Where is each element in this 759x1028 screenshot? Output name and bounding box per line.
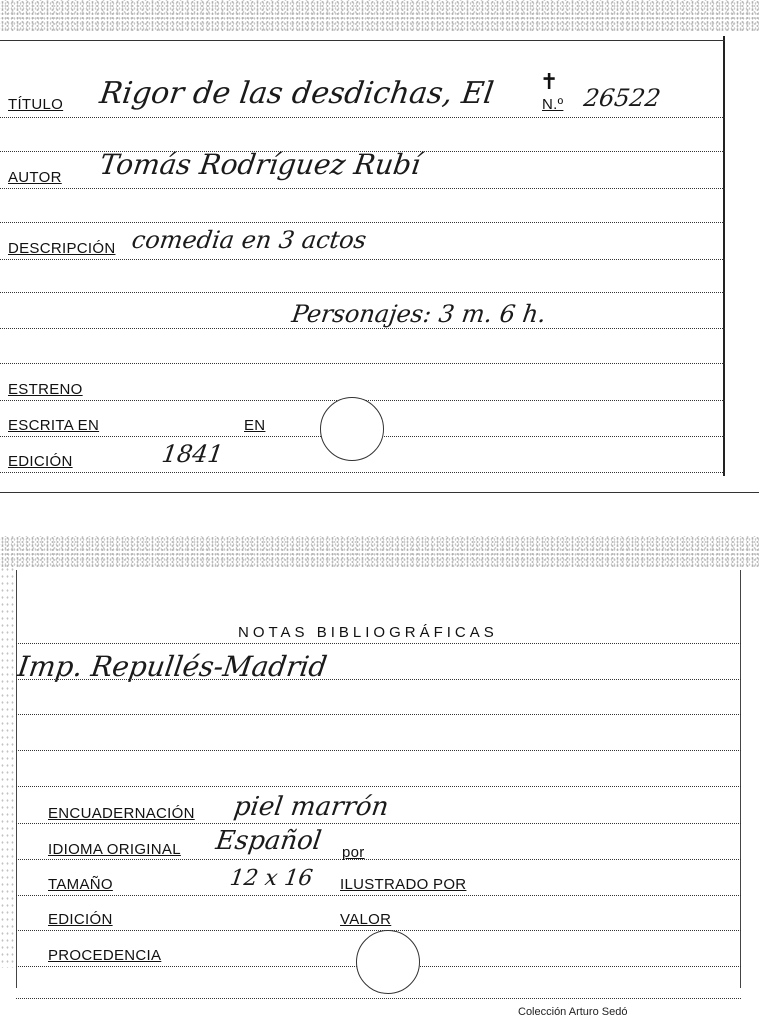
encuadernacion-value: piel marrón bbox=[231, 792, 391, 822]
tamano-value: 12 x 16 bbox=[228, 866, 315, 891]
autor-value: Tomás Rodríguez Rubí bbox=[97, 148, 423, 181]
card-bottom-right-edge bbox=[740, 570, 741, 988]
blank-rule-4 bbox=[0, 363, 725, 364]
tamano-rule bbox=[16, 895, 741, 896]
notas-bottom-rule bbox=[16, 998, 741, 999]
descripcion-rule bbox=[0, 259, 725, 260]
edicion-label: EDICIÓN bbox=[8, 453, 73, 470]
estreno-label: ESTRENO bbox=[8, 381, 83, 398]
procedencia-label: PROCEDENCIA bbox=[48, 947, 162, 964]
edicion-value: 1841 bbox=[160, 440, 226, 468]
titulo-label: TÍTULO bbox=[8, 96, 64, 113]
autor-label: AUTOR bbox=[8, 169, 62, 186]
card-top-speckled-edge bbox=[0, 0, 759, 32]
edicion-rule bbox=[0, 472, 725, 473]
encuadernacion-rule bbox=[16, 823, 741, 824]
numero-value: 26522 bbox=[582, 84, 663, 112]
edicion-bottom-label: EDICIÓN bbox=[48, 911, 113, 928]
notas-rule-4 bbox=[16, 750, 741, 751]
collection-footer: Colección Arturo Sedó bbox=[518, 1006, 628, 1018]
notas-rule-3 bbox=[16, 714, 741, 715]
tamano-label: TAMAÑO bbox=[48, 876, 113, 893]
notas-bibliograficas-heading: NOTAS BIBLIOGRÁFICAS bbox=[238, 624, 498, 641]
escrita-en-label: ESCRITA EN bbox=[8, 417, 100, 434]
valor-label: VALOR bbox=[340, 911, 392, 928]
ilustrado-por-label: ILUSTRADO POR bbox=[340, 876, 467, 893]
encuadernacion-label: ENCUADERNACIÓN bbox=[48, 805, 195, 822]
card-bottom-left-speckle bbox=[0, 566, 16, 968]
card-bottom-left-edge bbox=[16, 570, 17, 988]
stamp-circle bbox=[320, 397, 384, 461]
notas-rule-5 bbox=[16, 786, 741, 787]
por-label: por bbox=[342, 844, 365, 861]
titulo-rule bbox=[0, 117, 725, 118]
card-bottom-speckled-edge bbox=[0, 536, 759, 568]
titulo-value: Rigor de las desdichas, El bbox=[97, 76, 496, 111]
notas-rule-2 bbox=[16, 679, 741, 680]
card-top-upper-rule bbox=[0, 40, 725, 41]
personajes-rule bbox=[0, 328, 725, 329]
card-top-right-edge bbox=[723, 36, 725, 476]
idioma-rule bbox=[16, 859, 741, 860]
notas-rule-1 bbox=[16, 643, 741, 644]
personajes-value: Personajes: 3 m. 6 h. bbox=[290, 300, 548, 328]
blank-rule-2 bbox=[0, 222, 725, 223]
idioma-original-value: Español bbox=[213, 826, 324, 856]
descripcion-value: comedia en 3 actos bbox=[130, 226, 369, 254]
cross-mark-icon: ✝ bbox=[540, 70, 559, 95]
en-label: EN bbox=[244, 417, 266, 434]
stamp-circle-bottom bbox=[356, 930, 420, 994]
descripcion-label: DESCRIPCIÓN bbox=[8, 240, 116, 257]
catalog-card-top bbox=[0, 0, 759, 496]
autor-rule bbox=[0, 188, 725, 189]
card-top-bottom-edge bbox=[0, 492, 759, 493]
nota-imprenta-value: Imp. Repullés-Madrid bbox=[15, 650, 330, 683]
blank-rule-3 bbox=[0, 292, 725, 293]
numero-label: N.º bbox=[542, 96, 564, 113]
idioma-original-label: IDIOMA ORIGINAL bbox=[48, 841, 181, 858]
